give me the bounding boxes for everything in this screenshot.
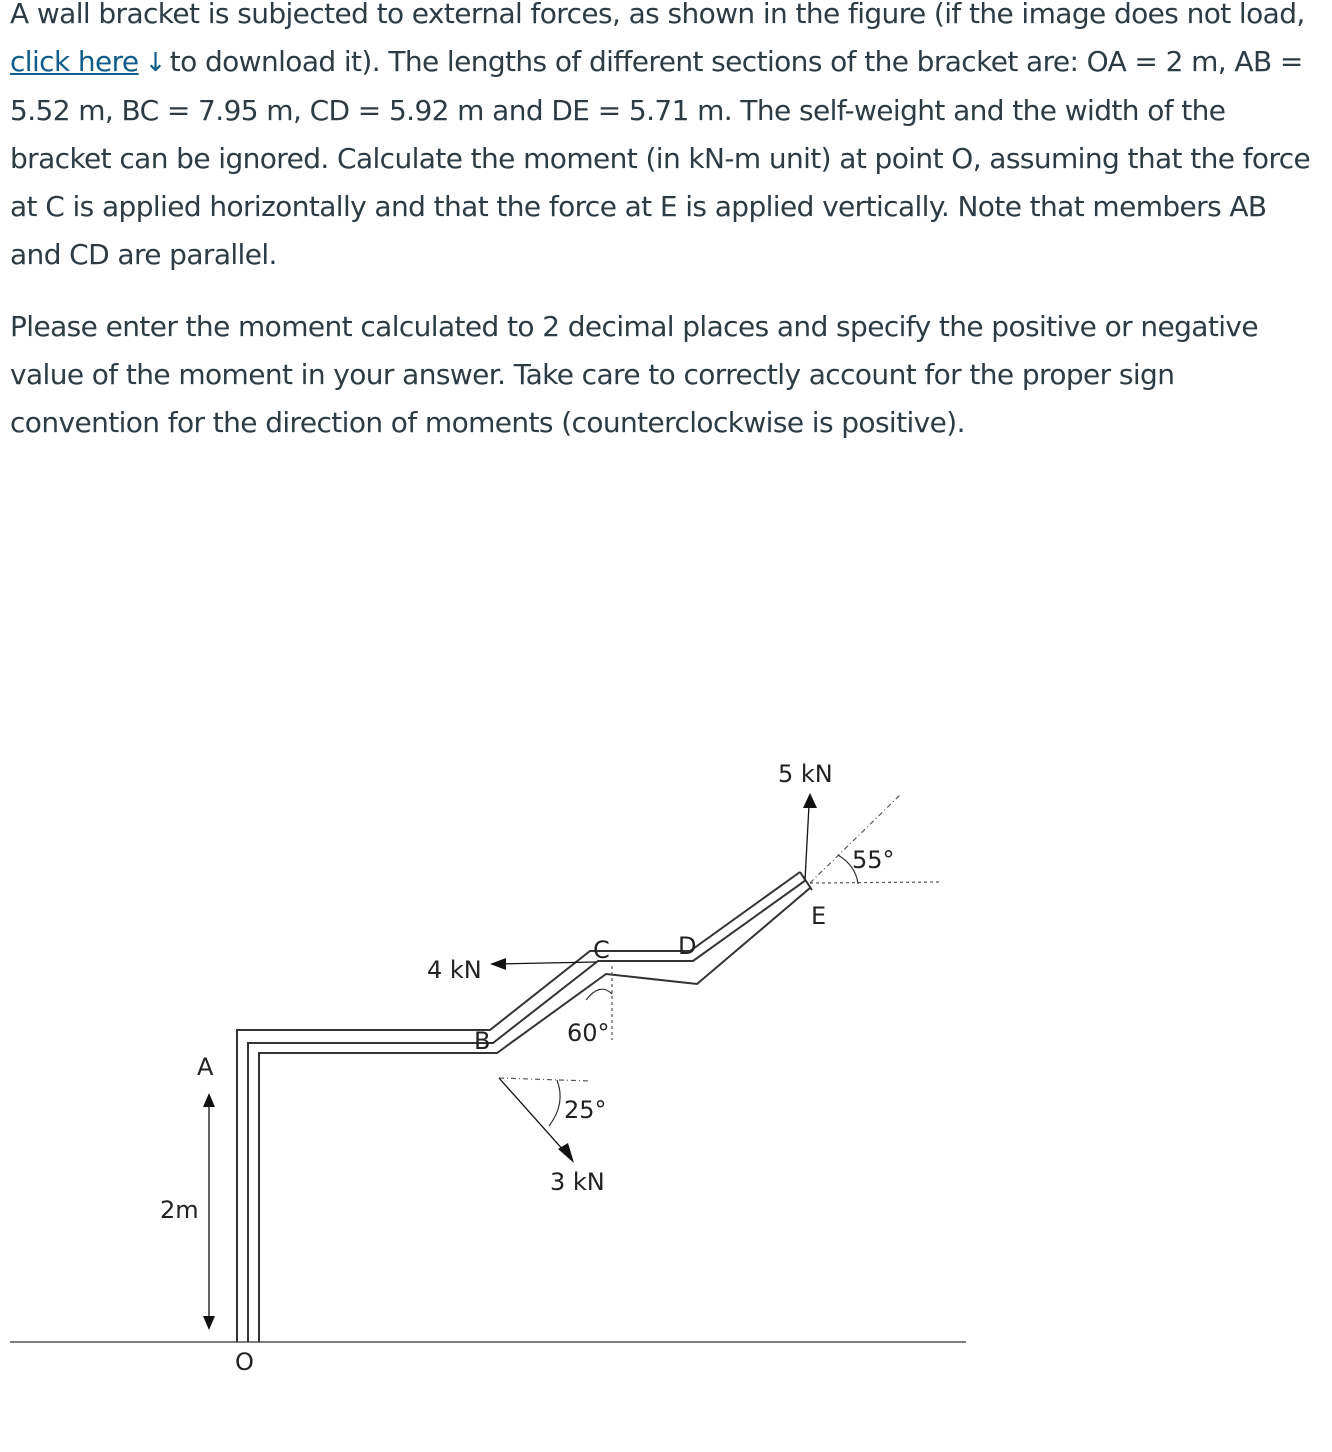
question-text <box>10 0 1325 471</box>
download-arrow-icon[interactable]: ↓ <box>144 48 166 78</box>
angle-C-arc <box>586 989 612 1000</box>
angle-B-arc <box>549 1080 560 1126</box>
bracket-end-cap <box>800 872 812 890</box>
force-E-arrowhead <box>803 793 817 808</box>
dimension-label: 2m <box>160 1196 199 1224</box>
angle-B-reference-line <box>499 1078 590 1081</box>
angle-E-horizontal-reference <box>810 882 940 883</box>
dimension-arrow-head-bottom <box>203 1316 215 1330</box>
force-E-label: 5 kN <box>778 760 833 788</box>
question-text-before-link: A wall bracket is subjected to external forces, as shown in the figure (if the image does not load, <box>10 0 1305 30</box>
force-E-arrow <box>805 805 809 880</box>
question-text-after-link: to download it). The lengths of different sections of the bracket are: OA = 2 m, AB = 5.52 m, BC = 7.95 m, CD = 5.92 m and DE = 5.71 m. The self-weight and the width of the bracket can be ignored. Calculate the moment (in kN-m unit) at point O, assuming that the force at C is applied horizontally and that the force at E is applied vertically. Note that members AB and CD are parallel. <box>10 45 1311 271</box>
force-C-arrowhead <box>490 958 506 970</box>
download-image-link[interactable]: click here <box>10 45 139 78</box>
label-E: E <box>811 902 827 930</box>
bracket-figure <box>0 740 1000 1440</box>
question-paragraph-2: Please enter the moment calculated to 2 decimal places and specify the positive or negative value of the moment in your answer. Take care to correctly account for the proper sign convention for the direction of moments (counterclockwise is positive). <box>10 310 1259 439</box>
label-O: O <box>235 1348 254 1376</box>
force-B-label: 3 kN <box>550 1168 605 1196</box>
bracket-outline <box>237 872 810 1342</box>
label-A: A <box>197 1053 214 1081</box>
question-paragraph-1 <box>10 0 1325 279</box>
angle-E-label: 55° <box>852 846 895 874</box>
label-B: B <box>474 1027 491 1055</box>
force-C-arrow <box>496 962 596 964</box>
angle-B-label: 25° <box>564 1096 607 1124</box>
force-C-label: 4 kN <box>427 956 482 984</box>
label-C: C <box>593 936 610 964</box>
angle-C-label: 60° <box>567 1019 610 1047</box>
label-D: D <box>678 932 697 960</box>
force-B-arrow <box>499 1078 565 1152</box>
dimension-arrow-head-top <box>203 1093 215 1107</box>
